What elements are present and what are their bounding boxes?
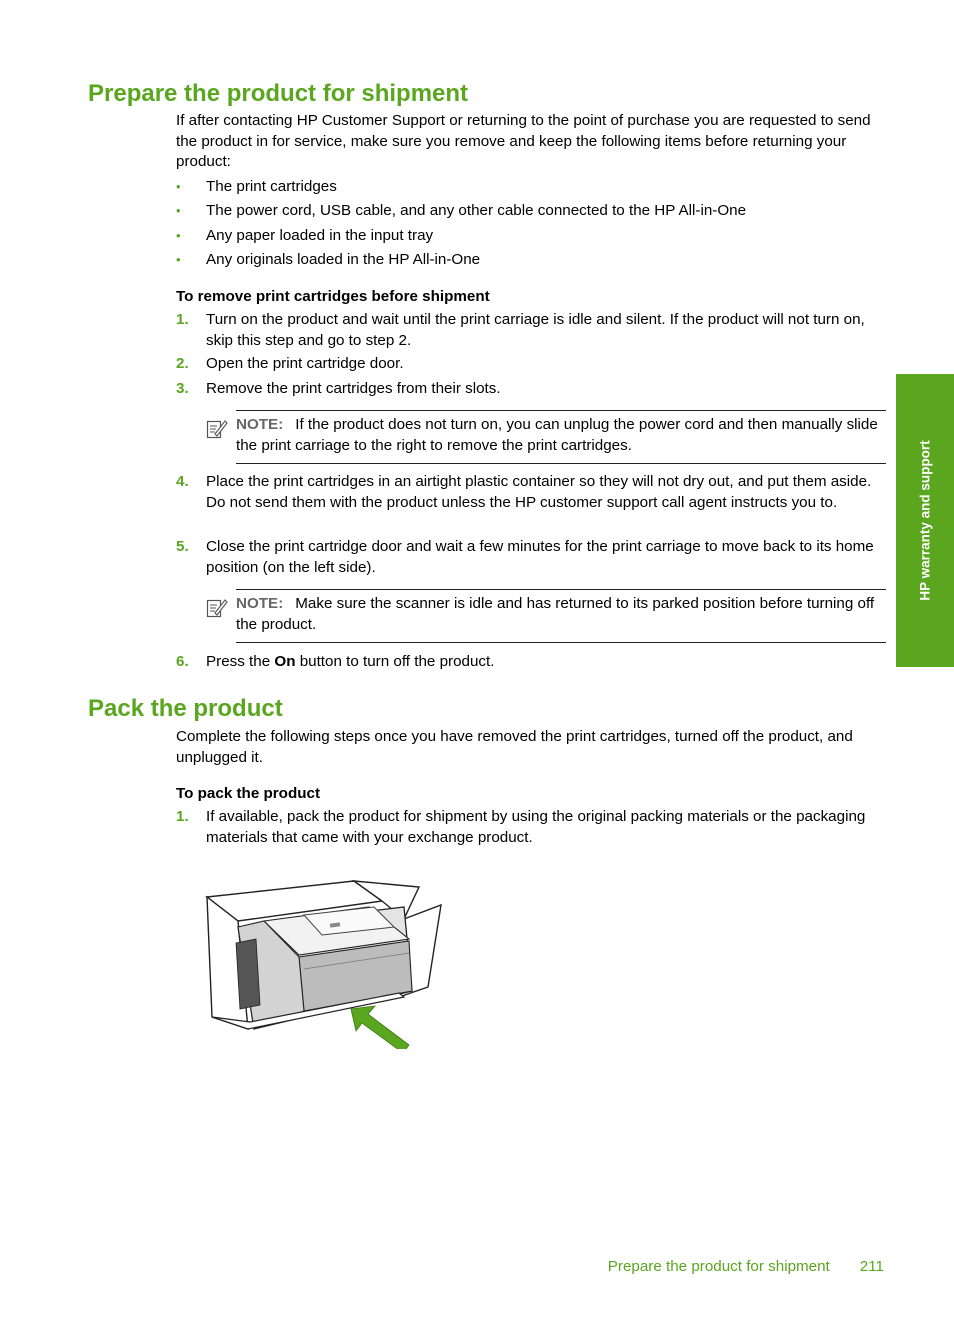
step-number: 5. [176, 538, 189, 555]
step-number: 1. [176, 311, 189, 328]
step-item [176, 354, 886, 375]
side-tab-label: HP warranty and support [917, 440, 933, 601]
note-pencil-icon [206, 418, 228, 440]
step-number: 4. [176, 473, 189, 490]
step-item [176, 537, 886, 578]
bullet-marker: • [176, 252, 181, 267]
page-number: 211 [859, 1258, 884, 1275]
step-number: 1. [176, 808, 189, 825]
section-intro-prepare: If after contacting HP Customer Support or returning to the point of purchase you are requested to send the product in for service, make sure you remove and keep the following items before returning your product: [176, 112, 871, 170]
note-rule-bottom [236, 642, 886, 643]
step-item [176, 310, 886, 351]
page-footer [608, 1257, 884, 1277]
step-text: Open the print cartridge door. [206, 355, 404, 372]
note-text-block [236, 594, 886, 635]
step-item [176, 379, 886, 400]
note-box [206, 410, 886, 464]
step-item [176, 807, 886, 848]
list-item [176, 226, 886, 247]
step-text: Remove the print cartridges from their slots. [206, 380, 501, 397]
step-text: Place the print cartridges in an airtight plastic container so they will not dry out, and put them aside. Do not send them with the product unless the HP customer support call agent instructs you to. [206, 473, 872, 511]
procedure-title-remove-cartridges: To remove print cartridges before shipment [176, 288, 490, 305]
note-text-block [236, 415, 886, 456]
note-rule-bottom [236, 463, 886, 464]
note-pencil-icon [206, 597, 228, 619]
list-item [176, 250, 886, 271]
list-item-text: The power cord, USB cable, and any other cable connected to the HP All-in-One [206, 202, 747, 219]
step-item [176, 472, 886, 513]
section-title-prepare: Prepare the product for shipment [88, 80, 469, 107]
note-text: If the product does not turn on, you can unplug the power cord and then manually slide the print carriage to the right to remove the print cartridges. [236, 416, 878, 454]
list-item-text: Any originals loaded in the HP All-in-One [206, 251, 481, 268]
note-box [206, 589, 886, 643]
note-rule-top [236, 410, 886, 411]
step-number: 2. [176, 355, 189, 372]
step-text-before: Press the [206, 653, 275, 670]
step-text: Turn on the product and wait until the print carriage is idle and silent. If the product will not turn on, skip this step and go to step 2. [206, 311, 865, 349]
section-title-pack: Pack the product [88, 695, 283, 722]
on-button-label: On [274, 653, 296, 670]
section-intro-pack: Complete the following steps once you have removed the print cartridges, turned off the product, and unplugged it. [176, 728, 853, 766]
list-item-text: Any paper loaded in the input tray [206, 227, 434, 244]
footer-section-title: Prepare the product for shipment [607, 1258, 830, 1275]
bullet-marker: • [176, 228, 181, 243]
bullet-marker: • [176, 203, 181, 218]
list-item [176, 201, 886, 222]
step-number: 3. [176, 380, 189, 397]
note-label: NOTE: [236, 416, 284, 433]
step-text: Close the print cartridge door and wait a few minutes for the print carriage to move back to its home position (on the left side). [206, 538, 874, 576]
list-item [176, 177, 886, 198]
list-item-text: The print cartridges [206, 178, 337, 195]
step-number: 6. [176, 653, 189, 670]
side-tab [896, 374, 954, 667]
step-text [206, 652, 886, 673]
note-rule-top [236, 589, 886, 590]
bullet-marker: • [176, 179, 181, 194]
step-item [176, 652, 886, 673]
step-text-after: button to turn off the product. [295, 653, 495, 670]
note-label: NOTE: [236, 595, 284, 612]
step-text: If available, pack the product for shipment by using the original packing materials or the packaging materials that came with your exchange product. [206, 808, 866, 846]
packing-illustration [204, 879, 444, 1049]
note-text: Make sure the scanner is idle and has returned to its parked position before turning off the product. [236, 595, 875, 633]
procedure-title-pack: To pack the product [176, 785, 321, 802]
